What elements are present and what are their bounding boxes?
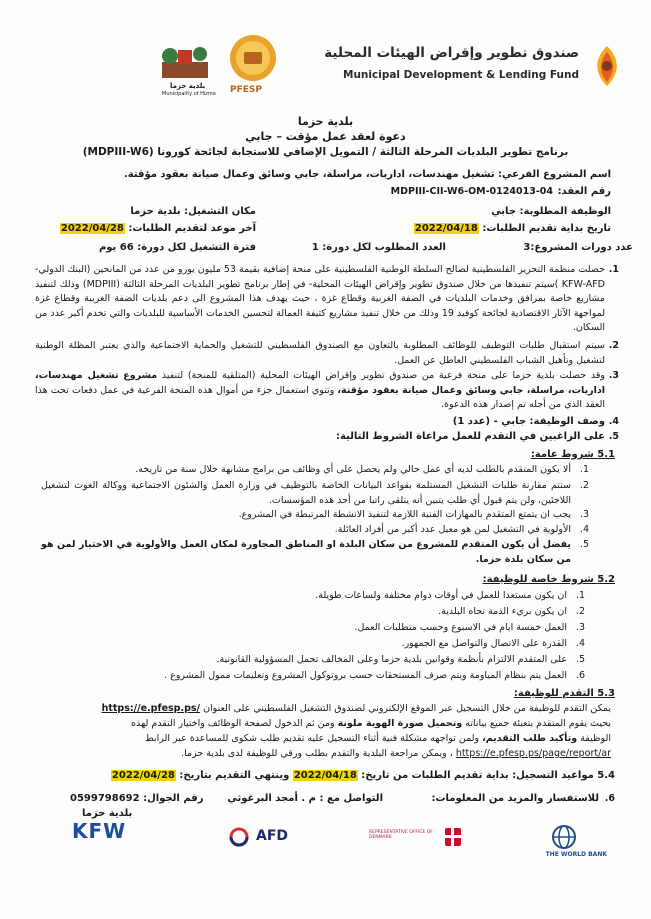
special-item-3: العمل خمسة ايام في الاسبوع وحسب متطلبات العمل.: [354, 622, 567, 633]
registration-label: 5.4 مواعيد التسجيل: بداية تقديم الطلبات من تاريخ:: [361, 770, 615, 781]
pfesp-label: PFESP: [230, 85, 262, 95]
municipality-title: بلدية حزما: [297, 115, 354, 128]
special-item-2: ان يكون بريء الذمة تجاه البلدية.: [438, 606, 567, 617]
apply-line-2a: بحيث يقوم المتقدم بتعبئة جميع بياناته: [465, 718, 611, 729]
registration-end: 2022/04/28: [111, 770, 175, 781]
apply-line-3a: الوظيفة: [580, 733, 611, 744]
afd-logo: [228, 824, 300, 852]
general-item-3: يجب ان يتمتع المتقدم بالمهارات الفنية اللازمة لتنفيذ الانشطة المرتبطة في المشروع.: [238, 509, 571, 520]
p1-number: 1.: [608, 264, 619, 275]
invitation-title: دعوة لعقد عمل مؤقت – جابي: [245, 130, 406, 143]
kfw-label: KFW: [72, 819, 127, 843]
special-item-4: القدرة على الاتصال والتواصل مع الجمهور.: [401, 638, 567, 649]
apply-line-2b: وتحميل صورة الهوية ملونة: [337, 718, 463, 729]
pfesp-url-link[interactable]: https://e.pfesp.ps/: [101, 703, 201, 714]
deadline-row: [60, 223, 256, 235]
general-item-5: يفضل أن يكون المتقدم للمشروع من سكان البلدة او المناطق المجاورة لمكان العمل والأولوية في الاختيار لمن هو من سكان بلدة حزما.: [41, 539, 571, 565]
p3-number: 3.: [608, 370, 619, 381]
special-num-1: 1.: [575, 590, 585, 601]
apply-line-3b: وتأكيد طلب التقديم،: [482, 733, 578, 744]
apply-line-2: [131, 718, 611, 729]
rep-office-label: REPRESENTATIVE OFFICE OF DENMARK: [369, 830, 433, 841]
program-title: برنامج تطوير البلديات المرحلة الثالثة / التمويل الإضافي للاستجابة لجائحة كورونا (MDPIII-W6): [82, 146, 569, 158]
general-num-1: 1.: [579, 464, 589, 475]
pfesp-emblem-icon: [222, 32, 284, 84]
registration-dates: [111, 770, 615, 782]
general-num-5: 5.: [579, 539, 589, 550]
p5-number: 5.: [608, 431, 619, 442]
contract-number: MDPIII-CII-W6-OM-0124013-04: [390, 186, 553, 197]
apply-line-1: [102, 703, 611, 714]
pfesp-logo: [222, 32, 284, 102]
contact-person: التواصل مع : م . أمجد البرغوثي: [227, 793, 383, 804]
contact-label: للاستفسار والمزيد من المعلومات:: [431, 793, 599, 804]
afd-ring-icon: [228, 826, 250, 848]
registration-start: 2022/04/18: [293, 770, 357, 781]
special-item-1: ان يكون مستعدا للعمل في أوقات دوام مختلفة ولساعات طويلة.: [315, 590, 567, 601]
apply-line-2c: ومن ثم الدخول لصفحة الوظائف واختيار التقدم لهذه: [131, 718, 335, 729]
hizma-emblem-icon: [156, 42, 214, 82]
subproject-name: اسم المشروع الفرعي: تشغيل مهندسات، اداريات، مراسلة، جابي وسائق وعمال صيانة بعقود مؤقتة.: [123, 169, 611, 180]
special-item-5: على المتقدم الالتزام بأنظمة وقوانين بلدية حزما وعلى المخالف تحمل المسؤولية القانونية.: [216, 654, 567, 665]
fund-name-en: Municipal Development & Lending Fund: [343, 69, 579, 81]
contract-label: رقم العقد:: [557, 186, 611, 197]
p3-text-c: تشغيل مهندسات، اداريات، مراسلة، جابي وسائق وعمال صيانة بعقود مؤقتة،: [35, 370, 605, 396]
contact-org: بلدية حزما: [82, 808, 133, 819]
general-num-3: 3.: [579, 509, 589, 520]
apply-line-3c: ولمن تواجهه مشكلة فنية أثناء التسجيل عليه تقديم طلب شكوى للمساعدة عبر الرابط: [144, 733, 480, 744]
general-item-4: الأولوية في التشغيل لمن هو معيل عدد أكبر من أفراد العائلة.: [334, 524, 571, 535]
start-date-label: تاريخ بداية تقديم الطلبات:: [482, 223, 611, 234]
p4-number: 4.: [608, 416, 619, 427]
job-required: الوظيفة المطلوبة: جابي: [491, 206, 611, 217]
general-item-2: ستتم مقارنة طلبات التشغيل المستلمة بقواعد البيانات الخاصة بالتوظيف في وزارة العمل والشئون الاجتماعية ووكالة الغوث لتشغيل اللاجئين، ولن يتم قبول أي طلب يتبين أنه يتلقى راتبا من أحد هذه المؤسسات.: [41, 480, 571, 506]
p3-text-a: وقد حصلت بلدية حزما على منحة فرعية من صندوق تطوير وإقراض الهيئات المحلية (المتلقية للمنحة) لتنفيذ: [161, 370, 605, 381]
special-num-5: 5.: [575, 654, 585, 665]
job-description: وصف الوظيفة: جابي - (عدد 1): [452, 416, 605, 427]
report-url-link[interactable]: https://e.pfesp.ps/page/report/ar: [455, 748, 611, 759]
worldbank-label: THE WORLD BANK: [545, 851, 607, 858]
kfw-logo: [72, 820, 152, 850]
special-num-3: 3.: [575, 622, 585, 633]
general-item-1: ألا يكون المتقدم بالطلب لديه أي عمل حالي ولم يحصل على أي وظائف من برامج مشابهة خلال سنة من تاريخه.: [135, 464, 571, 475]
special-num-6: 6.: [575, 670, 585, 681]
apply-line-1-text: يمكن التقدم للوظيفة من خلال التسجيل عبر الموقع الإلكتروني لصندوق التشغيل الفلسطيني على العنوان: [203, 703, 611, 714]
general-num-2: 2.: [579, 480, 589, 491]
deadline-date: 2022/04/28: [60, 223, 124, 234]
worldbank-logo: [515, 824, 611, 864]
special-num-2: 2.: [575, 606, 585, 617]
conditions-intro: على الراغبين في التقدم للعمل مراعاة الشروط التالية:: [336, 431, 605, 442]
mdlf-emblem-icon: [585, 42, 629, 90]
apply-line-4: [181, 748, 611, 759]
apply-line-4-text: ، ويمكن مراجعة البلدية والتقدم بطلب ورقي للوظيفة لدى بلدية حزما.: [181, 748, 453, 759]
apply-heading: 5.3 التقدم للوظيفة:: [513, 688, 615, 699]
work-place: مكان التشغيل: بلدية حزما: [130, 206, 256, 217]
start-date-row: [414, 223, 611, 235]
crest-icon: [443, 826, 463, 848]
period-per-cycle: فترة التشغيل لكل دورة: 66 يوم: [98, 242, 256, 253]
p2-number: 2.: [608, 340, 619, 351]
mobile-row: [70, 793, 203, 805]
mobile-label: رقم الجوال:: [143, 793, 204, 804]
general-num-4: 4.: [579, 524, 589, 535]
p3-text-b: مشروع: [123, 370, 158, 381]
special-num-4: 4.: [575, 638, 585, 649]
start-date: 2022/04/18: [414, 223, 478, 234]
registration-mid: وينتهي التقديم بتاريخ:: [179, 770, 290, 781]
project-cycles: عدد دورات المشروع:3: [523, 242, 633, 253]
special-item-6: العمل يتم بنظام المياومة ويتم صرف المستحقات حسب بروتوكول المشروع وتعليمات ممول المشروع .: [164, 670, 567, 681]
p3-text-d: وتنوي استعمال جزء من أموال هذه المنحة الفرعية في عمل دفعات تحت هذا العقد الذي من أجله تم إصدار هذه الدعوة.: [35, 384, 605, 410]
contact-number: 6.: [604, 793, 615, 804]
afd-label: AFD: [256, 828, 289, 844]
denmark-logo: [363, 824, 463, 854]
globe-icon: [551, 824, 577, 850]
hizma-name-en: Municipality of Hizma: [162, 91, 216, 97]
deadline-label: آخر موعد لتقديم الطلبات:: [128, 223, 256, 234]
paragraph-2: سيتم استقبال طلبات التوظيف للوظائف المطلوبة بالتعاون مع الصندوق الفلسطيني للتشغيل والحماية الاجتماعية والذي يعتبر المظلة الوطنية لتشغيل وتأهيل الشباب الفلسطيني العاطل عن العمل.: [35, 340, 605, 366]
hizma-name-ar: بلدية حزما: [170, 82, 206, 90]
required-per-cycle: العدد المطلوب لكل دورة: 1: [311, 242, 446, 253]
special-heading: 5.2 شروط خاصة للوظيفة:: [482, 574, 615, 585]
mdlf-logo: [324, 38, 629, 98]
hizma-logo: [156, 42, 214, 102]
paragraph-1: حصلت منظمة التحرير الفلسطينية لصالح السلطة الوطنية الفلسطينية على منحة إضافية بقيمة 53 مليون يورو من عدد من المانحين (البنك الدولي- KFW-AFD )سيتم تنفيذها من خلال صندوق تطوير وإقراض الهيئات المحلية- في إطار برنامج تطوير البلديات المرحلة الثالثة (MDPIII) وذلك لتنفيذ مشاريع خاصة بمرافق وخدمات البلديات في الضفة الغربية وقطاع غزة ، حيث يهدف هذا المشروع الى دعم بلديات الضفة الغربية وقطاع غزة لمواجهة الآثار الاقتصادية لجائحة كوفيد 19 وذلك من خلال تنفيذ مشاريع كثيفة العمالة لتحسين الخدمات الأساسية للبلديات والتي تخدم أكبر عدد من السكان.: [35, 264, 605, 333]
mobile-number: 0599798692: [70, 793, 140, 804]
fund-name-ar: صندوق تطوير وإقراض الهيئات المحلية: [324, 45, 579, 61]
apply-line-3: [145, 733, 611, 744]
general-heading: 5.1 شروط عامة:: [530, 449, 615, 460]
paragraph-3: [35, 369, 605, 413]
